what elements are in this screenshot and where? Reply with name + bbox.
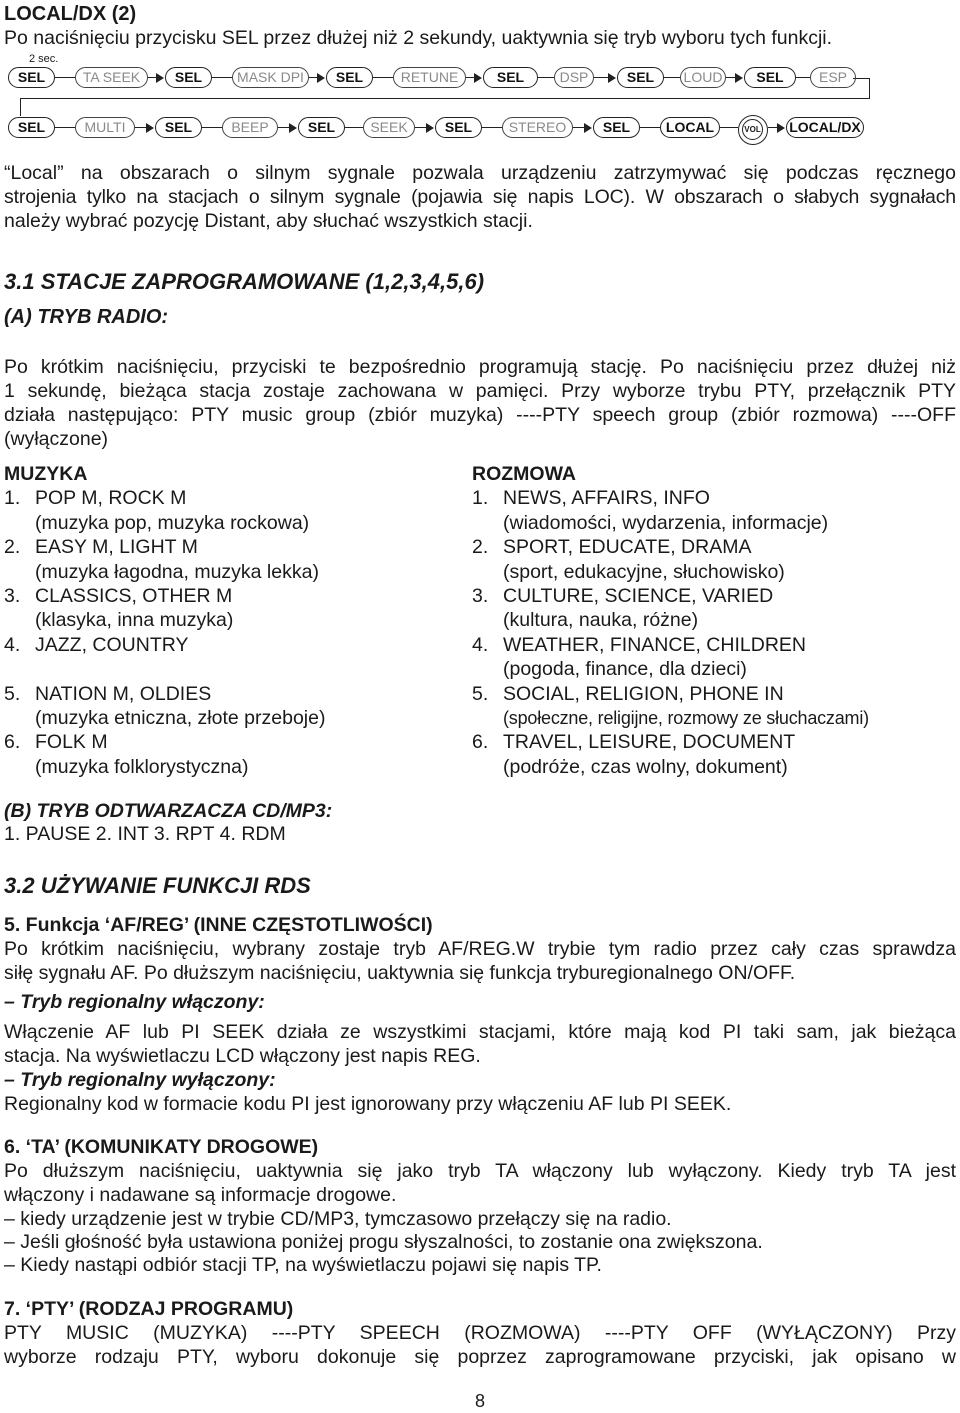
ta-para-line: Po dłuższym naciśnięciu, uaktywnia się jako tryb TA włączony lub wyłączony. Kiedy tryb TA jest xyxy=(4,1160,956,1182)
volume-knob-label: VOL xyxy=(742,119,763,140)
sel-button: SEL xyxy=(155,117,202,138)
row-link-bottom xyxy=(20,98,870,99)
reg-off-label: – Tryb regionalny wyłączony: xyxy=(4,1069,276,1091)
list-item-desc: (kultura, nauka, różne) xyxy=(503,609,699,632)
hold-label: 2 sec. xyxy=(29,53,59,65)
list-item: 6. FOLK M xyxy=(4,731,108,754)
mode-beep: BEEP xyxy=(222,117,278,138)
cd-mode-heading: (B) TRYB ODTWARZACZA CD/MP3: xyxy=(4,800,333,822)
connector xyxy=(202,127,222,128)
list-item-desc: (muzyka folklorystyczna) xyxy=(35,755,249,778)
local-para-line: strojenia tylko na stacjach o silnym sygnale (pojawia się napis LOC). W obszarach o słabych sygnałach xyxy=(4,186,956,208)
connector xyxy=(720,127,738,128)
mode-mask-dpi: MASK DPI xyxy=(232,67,309,88)
mode-stereo: STEREO xyxy=(502,117,573,138)
list-item: 4. JAZZ, COUNTRY xyxy=(4,633,189,656)
sel-button: SEL xyxy=(8,67,55,88)
sel-button: SEL xyxy=(593,117,640,138)
ta-bullet: – kiedy urządzenie jest w trybie CD/MP3, tymczasowo przełączy się na radio. xyxy=(4,1208,672,1230)
arrow-icon xyxy=(777,123,785,133)
af-heading: 5. Funkcja ‘AF/REG’ (INNE CZĘSTOTLIWOŚCI) xyxy=(4,914,433,936)
rozmowa-title: ROZMOWA xyxy=(472,463,576,485)
list-item: 5. SOCIAL, RELIGION, PHONE IN xyxy=(472,682,784,705)
connector xyxy=(482,127,502,128)
connector xyxy=(640,127,660,128)
page-number: 8 xyxy=(474,1391,485,1411)
sel-button: SEL xyxy=(165,67,212,88)
arrow-icon xyxy=(289,123,297,133)
arrow-icon xyxy=(146,123,154,133)
mode-ta-seek: TA SEEK xyxy=(75,67,148,88)
reg-on-label: – Tryb regionalny włączony: xyxy=(4,991,265,1013)
connector xyxy=(373,77,393,78)
ta-bullet: – Jeśli głośność była ustawiona poniżej progu słyszalności, to zostanie ona zwiększona. xyxy=(4,1231,763,1253)
sel-button: SEL xyxy=(298,117,345,138)
list-item-desc: (muzyka etniczna, złote przeboje) xyxy=(35,706,326,729)
connector xyxy=(55,127,75,128)
sel-button: SEL xyxy=(435,117,482,138)
local-para-line: należy wybrać pozycję Distant, aby słuchać wszystkich stacji. xyxy=(4,210,533,232)
list-item: 6. TRAVEL, LEISURE, DOCUMENT xyxy=(472,731,796,754)
volume-knob-icon xyxy=(738,115,768,145)
pty-para-line: PTY MUSIC (MUZYKA) ----PTY SPEECH (ROZMOWA) ----PTY OFF (WYŁĄCZONY) Przy xyxy=(4,1322,956,1344)
radio-para-line: działa następująco: PTY music group (zbiór muzyka) ----PTY speech group (zbiór rozmowa) ----OFF xyxy=(4,404,956,426)
row-link-down xyxy=(20,98,21,116)
mode-esp: ESP xyxy=(810,67,856,88)
list-item-desc xyxy=(4,657,325,681)
list-item: 2. SPORT, EDUCATE, DRAMA xyxy=(472,536,752,559)
mode-retune: RETUNE xyxy=(393,67,466,88)
list-item-desc: (muzyka pop, muzyka rockowa) xyxy=(35,511,310,534)
radio-para-line: (wyłączone) xyxy=(4,428,109,450)
connector xyxy=(345,127,363,128)
mode-local: LOCAL xyxy=(660,117,720,138)
sel-button: SEL xyxy=(483,67,538,88)
list-item-desc: (społeczne, religijne, rozmowy ze słuchaczami) xyxy=(503,707,869,728)
af-para-line: Po krótkim naciśnięciu, wybrany zostaje tryb AF/REG.W trybie tym radio przez cały czas sprawdza xyxy=(4,938,956,960)
list-item: 1. NEWS, AFFAIRS, INFO xyxy=(472,487,710,510)
arrow-icon xyxy=(584,123,592,133)
reg-on-line: stacja. Na wyświetlaczu LCD włączony jest napis REG. xyxy=(4,1045,481,1067)
pty-heading: 7. ‘PTY’ (RODZAJ PROGRAMU) xyxy=(4,1298,294,1320)
list-item-desc: (pogoda, finance, dla dzieci) xyxy=(503,658,747,681)
connector xyxy=(664,77,680,78)
list-item: 2. EASY M, LIGHT M xyxy=(4,536,198,559)
sel-button: SEL xyxy=(8,117,55,138)
mode-loud: LOUD xyxy=(680,67,726,88)
intro-text: Po naciśnięciu przycisku SEL przez dłużej niż 2 sekundy, uaktywnia się tryb wyboru tych funkcji. xyxy=(4,27,833,49)
radio-para-line: Po krótkim naciśnięciu, przyciski te bezpośrednio programują stację. Po naciśnięciu przez dłużej niż xyxy=(4,356,956,378)
sel-button: SEL xyxy=(744,67,796,88)
local-para-line: “Local” na obszarach o silnym sygnale pozwala urządzeniu zatrzymywać się podczas ręcznego xyxy=(4,162,956,184)
muzyka-title: MUZYKA xyxy=(4,463,88,485)
radio-mode-heading: (A) TRYB RADIO: xyxy=(4,306,169,328)
reg-on-line: Włączenie AF lub PI SEEK działa ze wszystkimi stacjami, które mają kod PI taki sam, jak bieżąca xyxy=(4,1021,956,1043)
connector xyxy=(538,77,554,78)
connector xyxy=(212,77,232,78)
radio-para-line: 1 sekundę, bieżąca stacja zostaje zachowana w pamięci. Przy wyborze trybu PTY, przełącznik PTY xyxy=(4,380,956,402)
af-para-line: siłę sygnału AF. Po dłuższym naciśnięciu, uaktywnia się funkcja tryburegionalnego ON/OFF. xyxy=(4,962,796,984)
list-item: 3. CLASSICS, OTHER M xyxy=(4,584,233,607)
connector xyxy=(594,77,609,78)
list-item-desc: (klasyka, inna muzyka) xyxy=(35,609,234,632)
list-item-desc: (muzyka łagodna, muzyka lekka) xyxy=(35,560,319,583)
ta-heading: 6. ‘TA’ (KOMUNIKATY DROGOWE) xyxy=(4,1136,319,1158)
arrow-icon xyxy=(735,73,743,83)
sel-button: SEL xyxy=(617,67,664,88)
list-item: 5. NATION M, OLDIES xyxy=(4,682,212,705)
list-item-desc: (sport, edukacyjne, słuchowisko) xyxy=(503,560,785,583)
arrow-icon xyxy=(317,73,325,83)
arrow-icon xyxy=(474,73,482,83)
arrow-icon xyxy=(426,123,434,133)
list-item: 3. CULTURE, SCIENCE, VARIED xyxy=(472,584,774,607)
row-link-right xyxy=(869,78,870,98)
arrow-icon xyxy=(608,73,616,83)
muzyka-list xyxy=(4,462,325,779)
connector xyxy=(55,77,75,78)
page-title: LOCAL/DX (2) xyxy=(4,3,137,25)
mode-seek: SEEK xyxy=(363,117,415,138)
section-heading-3-1: 3.1 STACJE ZAPROGRAMOWANE (1,2,3,4,5,6) xyxy=(4,269,485,294)
cd-mode-items: 1. PAUSE 2. INT 3. RPT 4. RDM xyxy=(4,823,286,845)
reg-off-line: Regionalny kod w formacie kodu PI jest ignorowany przy włączeniu AF lub PI SEEK. xyxy=(4,1093,732,1115)
list-item-desc: (podróże, czas wolny, dokument) xyxy=(503,755,788,778)
section-heading-3-2: 3.2 UŻYWANIE FUNKCJI RDS xyxy=(4,873,311,898)
connector xyxy=(796,77,810,78)
ta-bullet: – Kiedy nastąpi odbiór stacji TP, na wyświetlaczu pojawi się napis TP. xyxy=(4,1254,602,1276)
mode-local-dx: LOCAL/DX xyxy=(786,117,864,138)
list-item: 1. POP M, ROCK M xyxy=(4,487,187,510)
rozmowa-list xyxy=(472,462,869,779)
mode-dsp: DSP xyxy=(554,67,594,88)
list-item: 4. WEATHER, FINANCE, CHILDREN xyxy=(472,633,806,656)
sel-button: SEL xyxy=(326,67,373,88)
arrow-icon xyxy=(156,73,164,83)
list-item-desc: (wiadomości, wydarzenia, informacje) xyxy=(503,511,829,534)
mode-multi: MULTI xyxy=(75,117,135,138)
ta-para-line: włączony i nadawane są informacje drogowe. xyxy=(4,1184,397,1206)
pty-para-line: wyborze rodzaju PTY, wyboru dokonuje się poprzez zaprogramowane przyciski, jak opisano w xyxy=(4,1346,956,1368)
